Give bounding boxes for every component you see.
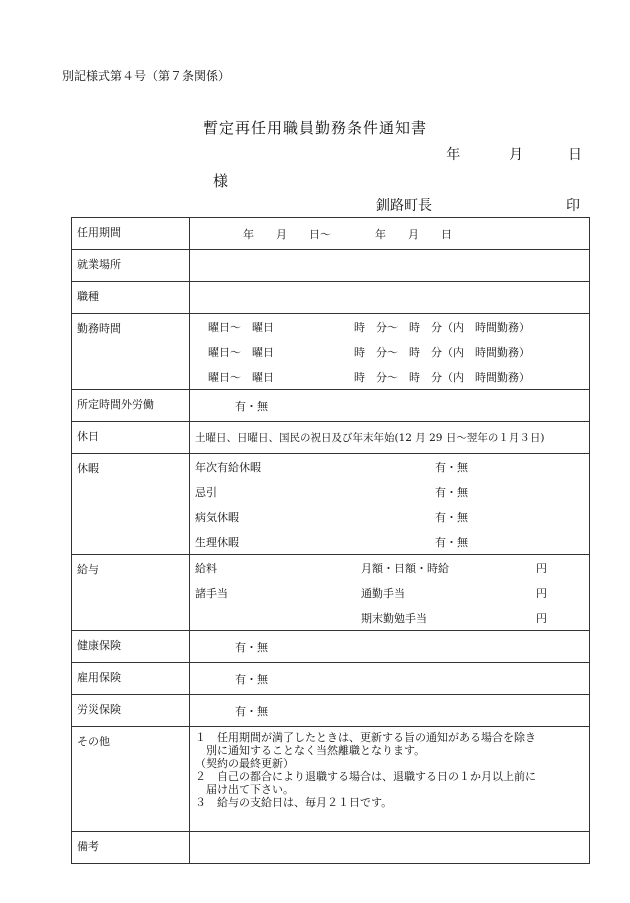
leave-label: 休暇 xyxy=(72,454,190,555)
other-line: ３ 給与の支給日は、毎月２１日です。 xyxy=(195,796,393,809)
hours-time: 時 分～ 時 分（内 時間勤務） xyxy=(354,345,530,359)
leave-availability: 有・無 xyxy=(435,535,468,549)
table-row xyxy=(72,282,590,314)
hours-days: 曜日～ 曜日 xyxy=(208,370,274,384)
hours-time: 時 分～ 時 分（内 時間勤務） xyxy=(354,320,530,334)
conditions-table xyxy=(71,217,590,864)
addressee-suffix: 様 xyxy=(213,172,229,190)
pay-label: 給与 xyxy=(72,555,190,631)
table-row xyxy=(72,218,590,250)
pay-detail: 通勤手当 xyxy=(361,586,405,600)
date-day-label: 日 xyxy=(568,147,582,163)
date-month-label: 月 xyxy=(509,147,524,163)
pay-detail: 月額・日額・時給 xyxy=(361,561,449,575)
hours-value xyxy=(190,314,590,390)
form-reference: 別記様式第４号（第７条関係） xyxy=(62,69,231,83)
health-insurance-value: 有・無 xyxy=(190,631,590,663)
accident-insurance-value: 有・無 xyxy=(190,695,590,727)
other-line: ２ 自己の都合により退職する場合は、退職する日の１か月以上前に xyxy=(195,770,536,783)
workplace-label: 就業場所 xyxy=(72,250,190,282)
job-type-label: 職種 xyxy=(72,282,190,314)
table-row xyxy=(72,250,590,282)
health-insurance-label: 健康保険 xyxy=(72,631,190,663)
table-row xyxy=(72,832,590,864)
workplace-value xyxy=(190,250,590,282)
document-title: 暫定再任用職員勤務条件通知書 xyxy=(202,119,427,137)
employment-insurance-value: 有・無 xyxy=(190,663,590,695)
holidays-value: 土曜日、日曜日、国民の祝日及び年末年始(12 月 29 日～翌年の１月３日) xyxy=(190,422,590,454)
leave-type: 生理休暇 xyxy=(195,535,239,549)
table-row xyxy=(72,695,590,727)
other-label: その他 xyxy=(72,727,190,832)
table-row xyxy=(72,314,590,390)
pay-unit: 円 xyxy=(536,611,547,625)
period-label: 任用期間 xyxy=(72,218,190,250)
other-line: １ 任用期間が満了したときは、更新する旨の通知がある場合を除き xyxy=(195,731,536,744)
job-type-value xyxy=(190,282,590,314)
leave-type: 年次有給休暇 xyxy=(195,460,261,474)
pay-unit: 円 xyxy=(536,561,547,575)
issuer-name: 釧路町長 xyxy=(376,198,432,214)
table-row xyxy=(72,390,590,422)
hours-days: 曜日～ 曜日 xyxy=(208,320,274,334)
leave-type: 忌引 xyxy=(195,485,217,499)
overtime-value: 有・無 xyxy=(190,390,590,422)
employment-insurance-label: 雇用保険 xyxy=(72,663,190,695)
table-row xyxy=(72,663,590,695)
overtime-label: 所定時間外労働 xyxy=(72,390,190,422)
other-line: 届け出て下さい。 xyxy=(195,783,294,796)
hours-label: 勤務時間 xyxy=(72,314,190,390)
hours-time: 時 分～ 時 分（内 時間勤務） xyxy=(354,370,530,384)
remarks-value xyxy=(190,832,590,864)
leave-value xyxy=(190,454,590,555)
leave-availability: 有・無 xyxy=(435,510,468,524)
leave-availability: 有・無 xyxy=(435,485,468,499)
date-year-label: 年 xyxy=(446,147,461,163)
accident-insurance-label: 労災保険 xyxy=(72,695,190,727)
other-value xyxy=(190,727,590,832)
pay-detail: 期末勤勉手当 xyxy=(361,611,427,625)
other-line: （契約の最終更新） xyxy=(195,757,294,770)
table-row xyxy=(72,422,590,454)
seal-mark: 印 xyxy=(566,198,580,214)
remarks-label: 備考 xyxy=(72,832,190,864)
other-line: 別に通知することなく当然離職となります。 xyxy=(195,744,426,757)
issue-date xyxy=(446,144,582,164)
pay-item: 諸手当 xyxy=(195,586,228,600)
pay-item: 給料 xyxy=(195,561,217,575)
table-row xyxy=(72,631,590,663)
hours-days: 曜日～ 曜日 xyxy=(208,345,274,359)
leave-availability: 有・無 xyxy=(435,460,468,474)
holidays-label: 休日 xyxy=(72,422,190,454)
table-row xyxy=(72,454,590,555)
leave-type: 病気休暇 xyxy=(195,510,239,524)
pay-value xyxy=(190,555,590,631)
pay-unit: 円 xyxy=(536,586,547,600)
table-row xyxy=(72,555,590,631)
table-row xyxy=(72,727,590,832)
period-value: 年 月 日～ 年 月 日 xyxy=(190,218,590,250)
